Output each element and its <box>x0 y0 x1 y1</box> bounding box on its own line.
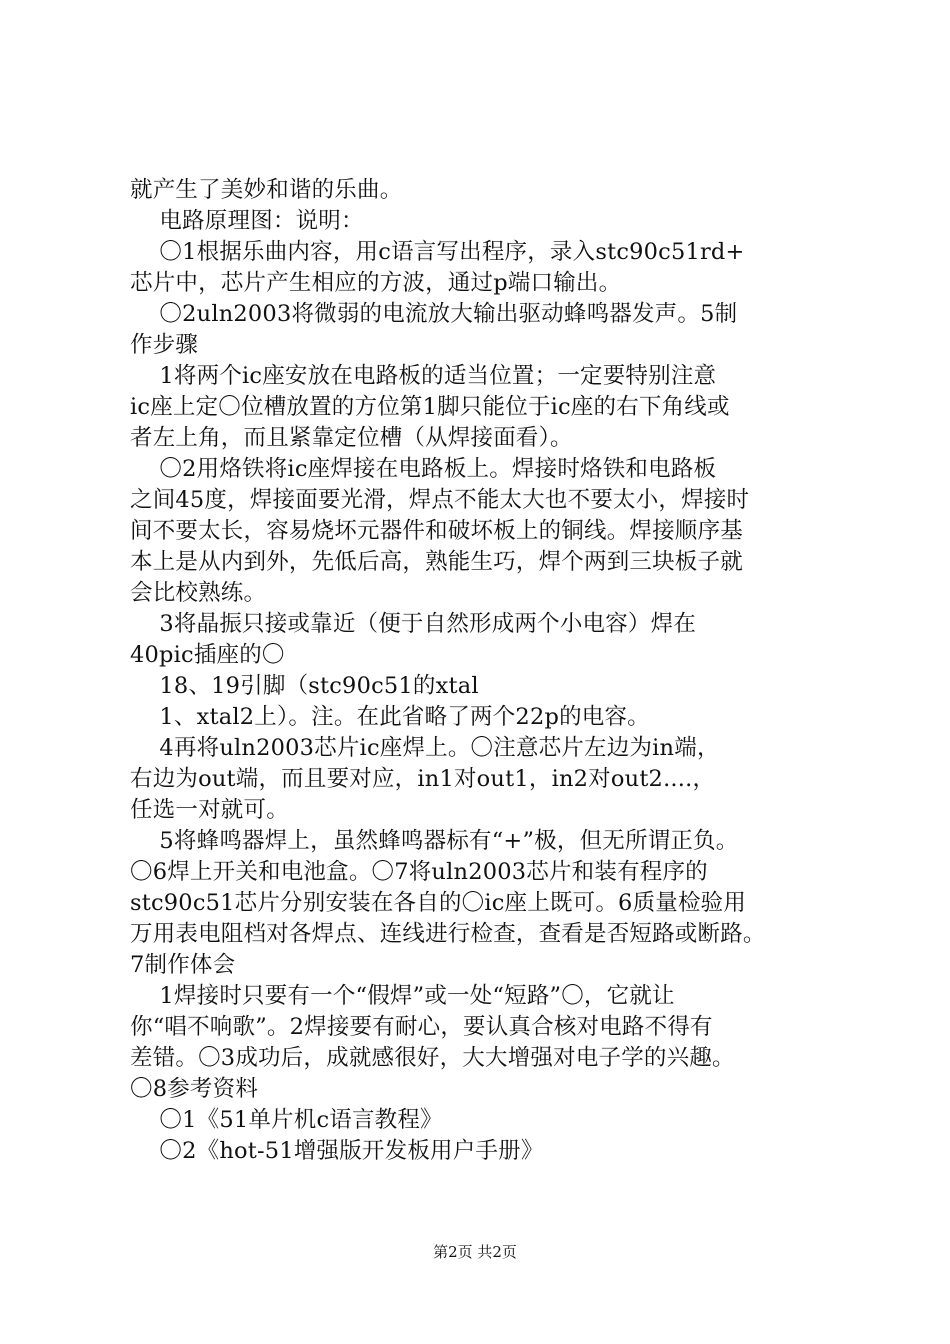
text-line: 〇6焊上开关和电池盒。〇7将uln2003芯片和装有程序的 <box>130 859 708 885</box>
text-line: 右边为out端，而且要对应，in1对out1，in2对out2....， <box>130 766 716 792</box>
document-body <box>130 175 830 1167</box>
text-line: 〇8参考资料 <box>130 1076 259 1102</box>
text-line: 者左上角，而且紧靠定位槽（从焊接面看）。 <box>130 425 573 451</box>
text-line: 万用表电阻档对各焊点、连线进行检查，查看是否短路或断路。 <box>130 921 766 947</box>
text-line: 〇2用烙铁将ic座焊接在电路板上。焊接时烙铁和电路板 <box>130 456 717 482</box>
text-line: 3将晶振只接或靠近（便于自然形成两个小电容）焊在 <box>130 611 697 637</box>
text-line: 18、19引脚（stc90c51的xtal <box>130 673 479 699</box>
text-line: 差错。〇3成功后，成就感很好，大大增强对电子学的兴趣。 <box>130 1045 735 1071</box>
text-line: 1焊接时只要有一个“假焊”或一处“短路”〇，它就让 <box>130 983 675 1009</box>
text-line: 4再将uln2003芯片ic座焊上。〇注意芯片左边为in端， <box>130 735 720 761</box>
text-line: 电路原理图：说明： <box>130 208 364 234</box>
text-line: 间不要太长，容易烧坏元器件和破坏板上的铜线。焊接顺序基 <box>130 518 743 544</box>
text-line: 〇1根据乐曲内容，用c语言写出程序，录入stc90c51rd+ <box>130 239 745 265</box>
page-number-footer: 第2页 共2页 <box>433 1243 517 1261</box>
text-line: 7制作体会 <box>130 952 236 978</box>
text-line: 芯片中，芯片产生相应的方波，通过p端口输出。 <box>130 270 622 296</box>
text-line: 任选一对就可。 <box>130 797 289 823</box>
text-line: 1将两个ic座安放在电路板的适当位置；一定要特别注意 <box>130 363 717 389</box>
text-line: 1、xtal2上）。注。在此省略了两个22p的电容。 <box>130 704 650 730</box>
text-line: 你“唱不响歌”。2焊接要有耐心，要认真合核对电路不得有 <box>130 1014 713 1040</box>
text-line: 40pic插座的〇 <box>130 642 285 668</box>
text-line: 〇2uln2003将微弱的电流放大输出驱动蜂鸣器发声。5制 <box>130 301 738 327</box>
text-line: ic座上定〇位槽放置的方位第1脚只能位于ic座的右下角线或 <box>130 394 730 420</box>
text-line: 〇1《51单片机c语言教程》 <box>130 1107 443 1133</box>
text-line: 〇2《hot-51增强版开发板用户手册》 <box>130 1138 544 1164</box>
text-line: 之间45度，焊接面要光滑，焊点不能太大也不要太小，焊接时 <box>130 487 750 513</box>
text-line: 5将蜂鸣器焊上，虽然蜂鸣器标有“+”极，但无所谓正负。 <box>130 828 739 854</box>
text-line: 作步骤 <box>130 332 199 358</box>
text-line: 本上是从内到外，先低后高，熟能生巧，焊个两到三块板子就 <box>130 549 743 575</box>
text-line: 会比校熟练。 <box>130 580 267 606</box>
text-line: 就产生了美妙和谐的乐曲。 <box>130 177 403 203</box>
text-line: stc90c51芯片分别安装在各自的〇ic座上既可。6质量检验用 <box>130 890 747 916</box>
